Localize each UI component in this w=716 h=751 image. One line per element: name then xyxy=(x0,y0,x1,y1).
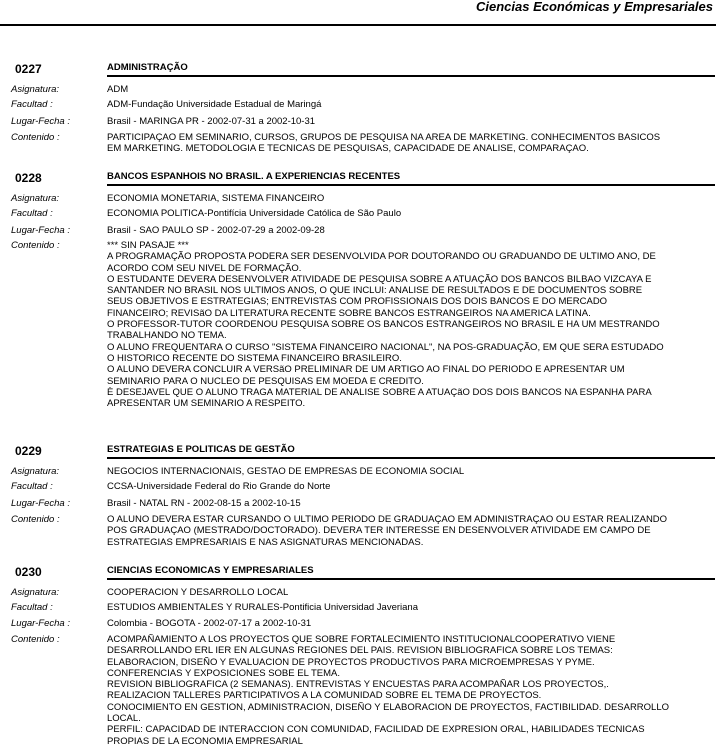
contenido-line: APRESENTAR UM SEMINARIO A RESPEITO. xyxy=(107,398,306,410)
facultad-label: Facultad : xyxy=(11,481,53,492)
asignatura-label: Asignatura: xyxy=(11,466,60,477)
asignatura-value: ECONOMIA MONETARIA, SISTEMA FINANCEIRO xyxy=(107,193,325,204)
contenido-label: Contenido : xyxy=(11,132,60,143)
entry-divider xyxy=(107,184,715,186)
asignatura-value: ADM xyxy=(107,84,129,95)
contenido-line: SEUS OBJETIVOS E ESTRATEGIAS; ENTREVISTAS COM PROFISSIONAIS DOS DOIS BANCOS E DO MERCADO xyxy=(107,296,608,308)
lugar-fecha-value: Colombia - BOGOTA - 2002-07-17 a 2002-10-31 xyxy=(107,618,312,629)
contenido-line: *** SIN PASAJE *** xyxy=(107,240,189,251)
contenido-line: SANTANDER NO BRASIL NOS ULTIMOS ANOS, O QUE INCLUI: ANALISE DE RESULTADOS E DE DOCUMENTOS SOBRE xyxy=(107,285,643,297)
entry-divider xyxy=(107,75,715,77)
entry-title: ADMINISTRAÇÃO xyxy=(107,62,188,73)
contenido-line: PARTICIPAÇAO EM SEMINARIO, CURSOS, GRUPOS DE PESQUISA NA AREA DE MARKETING. CONHECIMENTOS BASICOS xyxy=(107,132,661,143)
asignatura-label: Asignatura: xyxy=(11,193,60,204)
contenido-line: O HISTORICO RECENTE DO SISTEMA FINANCEIRO BRASILEIRO. xyxy=(107,352,402,364)
facultad-value: ECONOMIA POLITICA-Pontifícia Universidade Católica de São Paulo xyxy=(107,208,402,219)
contenido-line: ACOMPAÑAMIENTO A LOS PROYECTOS QUE SOBRE FORTALECIMIENTO INSTITUCIONALCOOPERATIVO VIENE xyxy=(107,634,616,645)
entry-title: CIENCIAS ECONOMICAS Y EMPRESARIALES xyxy=(107,565,314,576)
contenido-line: DESARROLLANDO ERL IER EN ALGUNAS REGIONES DEL PAIS. REVISION BIBLIOGRAFICA SOBRE LOS TEMAS: xyxy=(107,645,613,657)
contenido-line: ELABORACION, DISEÑO Y EVALUACION DE PROYECTOS PRODUCTIVOS PARA MICROEMPRESAS Y PYME. xyxy=(107,656,595,668)
contenido-line: PROPIAS DE LA ECONOMIA EMPRESARIAL xyxy=(107,735,303,747)
contenido-label: Contenido : xyxy=(11,634,60,645)
asignatura-value: NEGOCIOS INTERNACIONAIS, GESTAO DE EMPRESAS DE ECONOMIA SOCIAL xyxy=(107,466,465,477)
contenido-line: ACORDO COM SEU NIVEL DE FORMAÇÃO. xyxy=(107,262,302,274)
facultad-label: Facultad : xyxy=(11,208,53,219)
lugar-fecha-label: Lugar-Fecha : xyxy=(11,498,70,509)
contenido-text xyxy=(107,132,712,155)
contenido-line: A PROGRAMAÇÃO PROPOSTA PODERA SER DESENVOLVIDA POR DOUTORANDO OU GRADUANDO DE ULTIMO ANO, DE xyxy=(107,251,656,263)
entry-code: 0229 xyxy=(15,444,42,458)
entry-code: 0230 xyxy=(15,565,42,579)
lugar-fecha-label: Lugar-Fecha : xyxy=(11,618,70,629)
contenido-line: CONFERENCIAS Y EXPOSICIONES SOBE EL TEMA. xyxy=(107,667,340,679)
contenido-line: PERFIL: CAPACIDAD DE INTERACCION CON COMUNIDAD, FACILIDAD DE EXPRESION ORAL, HABILIDADES TECNICAS xyxy=(107,724,645,736)
contenido-line: FINANCEIRO; REVISãO DA LITERATURA RECENTE SOBRE BANCOS ESTRANGEIROS NA AMERICA LATINA. xyxy=(107,307,591,319)
facultad-label: Facultad : xyxy=(11,99,53,110)
lugar-fecha-label: Lugar-Fecha : xyxy=(11,225,70,236)
contenido-line: CONOCIMIENTO EN GESTION, ADMINISTRACION, DISEÑO Y ELABORACION DE PROYECTOS, FACTIBILIDAD. DESARROLLO xyxy=(107,701,670,713)
contenido-label: Contenido : xyxy=(11,514,60,525)
contenido-line: REALIZACION TALLERES PARTICIPATIVOS A LA COMUNIDAD SOBRE EL TEMA DE PROYECTOS. xyxy=(107,690,542,702)
contenido-line: LOCAL. xyxy=(107,713,141,725)
entry-title: BANCOS ESPANHOIS NO BRASIL. A EXPERIENCIAS RECENTES xyxy=(107,171,401,182)
contenido-line: SEMINARIO PARA O NUCLEO DE PESQUISAS EM MOEDA E CREDITO. xyxy=(107,375,424,387)
contenido-text xyxy=(107,514,712,548)
page-header xyxy=(0,0,716,26)
entry-code: 0228 xyxy=(15,171,42,185)
facultad-value: CCSA-Universidade Federal do Rio Grande do Norte xyxy=(107,481,331,492)
asignatura-label: Asignatura: xyxy=(11,84,60,95)
contenido-line: O ESTUDANTE DEVERA DESENVOLVER ATIVIDADE DE PESQUISA SOBRE A ATUAÇÃO DOS BANCOS BILBAO VIZCAYA E xyxy=(107,273,652,285)
lugar-fecha-value: Brasil - MARINGA PR - 2002-07-31 a 2002-10-31 xyxy=(107,116,316,127)
contenido-line: È DESEJAVEL QUE O ALUNO TRAGA MATERIAL DE ANALISE SOBRE A ATUAÇãO DOS DOIS BANCOS NA ESPANHA PARA xyxy=(107,386,652,398)
contenido-line: O PROFESSOR-TUTOR COORDENOU PESQUISA SOBRE OS BANCOS ESTRANGEIROS NO BRASIL E HA UM MESTRANDO xyxy=(107,319,660,331)
asignatura-label: Asignatura: xyxy=(11,587,60,598)
contenido-line: POS GRADUAÇAO (MESTRADO/DOCTORADO). DEVERA TER INTERESSE EN DESENVOLVER ATIVIDADE EM CAMPO DE xyxy=(107,525,651,537)
page-header-title: Ciencias Económicas y Empresariales xyxy=(475,0,713,14)
contenido-text xyxy=(107,634,712,747)
contenido-line: EM MARKETING. METODOLOGIA E TECNICAS DE PESQUISAS, CAPACIDADE DE ANALISE, COMPARAÇAO. xyxy=(107,143,589,155)
facultad-label: Facultad : xyxy=(11,602,53,613)
lugar-fecha-value: Brasil - SAO PAULO SP - 2002-07-29 a 2002-09-28 xyxy=(107,225,325,236)
entry-divider xyxy=(107,457,715,459)
contenido-line: O ALUNO DEVERA CONCLUIR A VERSãO PRELIMINAR DE UM ARTIGO AO FINAL DO PERIODO E APRESENTAR UM xyxy=(107,364,625,376)
contenido-line: O ALUNO DEVERA ESTAR CURSANDO O ULTIMO PERIODO DE GRADUAÇAO EM ADMINISTRAÇAO OU ESTAR REALIZANDO xyxy=(107,514,668,525)
facultad-value: ESTUDIOS AMBIENTALES Y RURALES-Pontificia Universidad Javeriana xyxy=(107,602,418,613)
facultad-value: ADM-Fundação Universidade Estadual de Maringá xyxy=(107,99,322,110)
contenido-line: TRABALHANDO NO TEMA. xyxy=(107,330,227,342)
contenido-line: ESTRATEGIAS EMPRESARIAIS E NAS ASIGNATURAS MENCIONADAS. xyxy=(107,536,424,548)
contenido-text xyxy=(107,240,712,409)
contenido-line: REVISION BIBLIOGRAFICA (2 SEMANAS). ENTREVISTAS Y ENCUESTAS PARA ACOMPAÑAR LOS PROYECTOS,. xyxy=(107,679,609,691)
entry-code: 0227 xyxy=(15,62,42,76)
entry-title: ESTRATEGIAS E POLITICAS DE GESTÃO xyxy=(107,444,295,455)
entry-divider xyxy=(107,578,715,580)
contenido-line: O ALUNO FREQUENTARA O CURSO "SISTEMA FINANCEIRO NACIONAL", NA POS-GRADUAÇÃO, EM QUE SERA ESTUDADO xyxy=(107,341,664,353)
lugar-fecha-label: Lugar-Fecha : xyxy=(11,116,70,127)
lugar-fecha-value: Brasil - NATAL RN - 2002-08-15 a 2002-10-15 xyxy=(107,498,301,509)
contenido-label: Contenido : xyxy=(11,240,60,251)
asignatura-value: COOPERACION Y DESARROLLO LOCAL xyxy=(107,587,289,598)
